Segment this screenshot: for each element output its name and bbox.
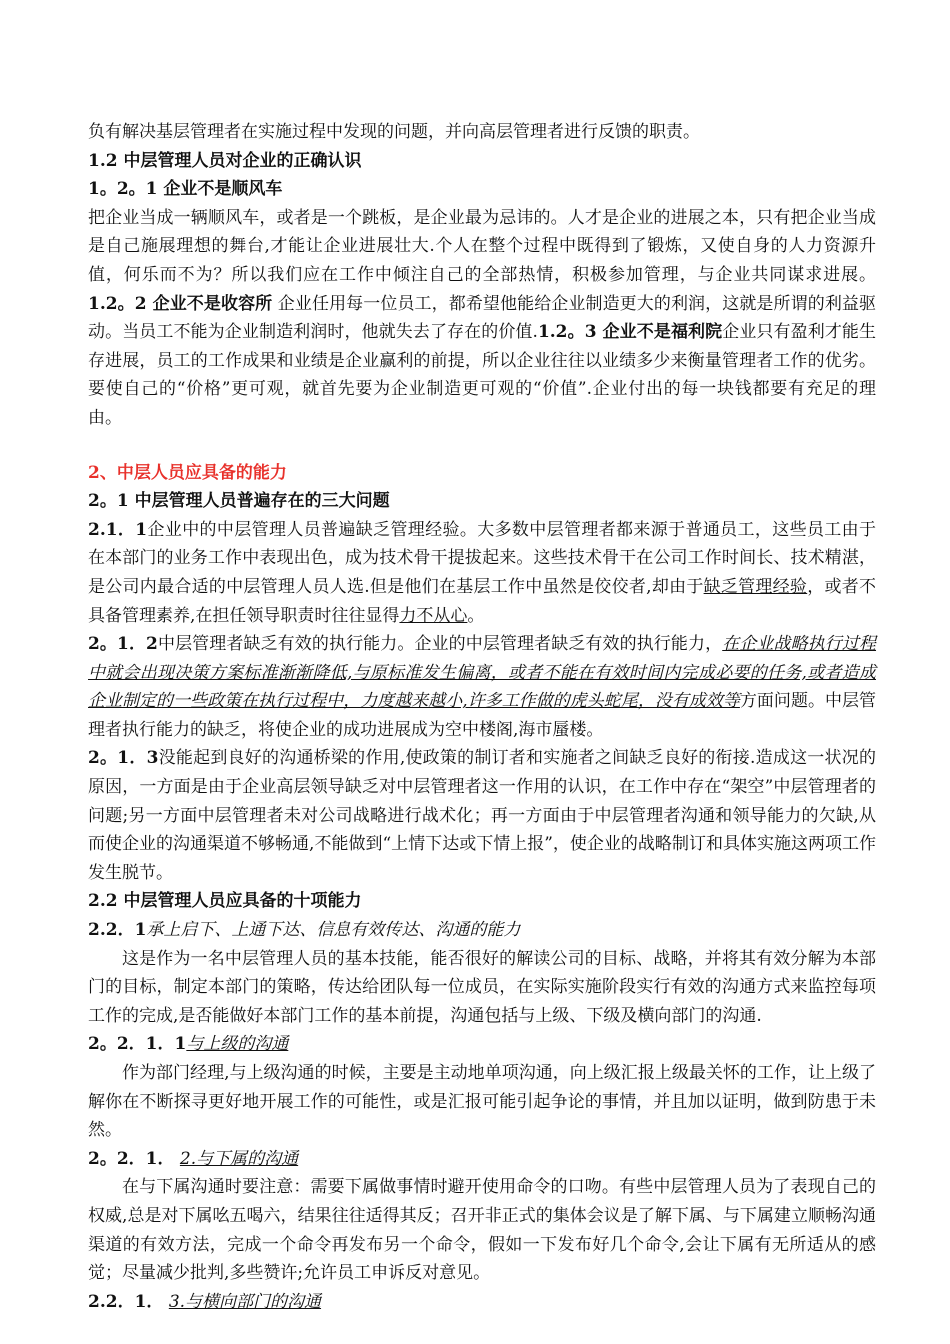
text-run: 方面问题。中层管理者执行能力的缺乏，将使企业的成功进展成为空中楼阁,海市蜃楼。 bbox=[88, 691, 876, 740]
paragraph-2-1-1 bbox=[88, 516, 876, 630]
italic-heading-text: 承上启下、上通下达、信息有效传达、沟通的能力 bbox=[146, 920, 521, 941]
text-run: 企业中的中层管理人员普遍缺乏管理经验。大多数中层管理者都来源于普通员工，这些员工由于在本部门的业务工作中表现出色，成为技术骨干提拔起来。这些技术骨干在公司工作时间长、技术精湛，是公司内最合适的中层管理人员人选.但是他们在基层工作中虽然是佼佼者,却由于 bbox=[88, 519, 877, 597]
underlined-text: 缺乏管理经验 bbox=[703, 576, 808, 597]
heading-2-2-1-3 bbox=[88, 1288, 876, 1317]
heading-2: 2、中层人员应具备的能力 bbox=[88, 462, 287, 483]
italic-underlined-heading: 2.与下属的沟通 bbox=[179, 1148, 299, 1169]
item-number: 2.2．1． bbox=[88, 1291, 164, 1312]
inline-heading-1-2-3: 1.2。3 企业不是福利院 bbox=[537, 322, 723, 343]
italic-underlined-heading: 3.与横向部门的沟通 bbox=[168, 1291, 322, 1312]
document-page bbox=[88, 118, 876, 1316]
heading-2-2-1 bbox=[88, 916, 876, 945]
text-run: 把企业当成一辆顺风车，或者是一个跳板，是企业最为忌讳的。人才是企业的进展之本，只有把企业当成是自己施展理想的舞台,才能让企业进展壮大.个人在整个过程中既得到了锻炼，又使自身的人力资源升值，何乐而不为？所以我们应在工作中倾注自己的全部热情，积极参加管理，与企业共同谋求进展。 bbox=[88, 207, 876, 285]
italic-underlined-heading: 与上级的沟通 bbox=[186, 1034, 289, 1055]
item-number: 2。2．1． bbox=[88, 1148, 175, 1169]
text-run: 。 bbox=[467, 605, 485, 626]
heading-2-2-1-1 bbox=[88, 1030, 876, 1059]
heading-2-1: 2。1 中层管理人员普遍存在的三大问题 bbox=[88, 491, 390, 512]
italic-underlined-text: 在企业战略执行过程中就会出现决策方案标准渐渐降低,与原标准发生偏离，或者不能在有效时间内完成必要的任务,或者造成企业制定的一些政策在执行过程中，力度越来越小,许多工作做的虎头蛇尾，没有成效等 bbox=[88, 634, 877, 712]
inline-heading-1-2-2: 1.2。2 企业不是收容所 bbox=[88, 293, 273, 314]
item-number: 2.2．1 bbox=[88, 920, 147, 941]
text-run: 企业任用每一位员工，都希望他能给企业制造更大的利润，这就是所谓的利益驱动。当员工不能为企业制造利润时，他就失去了存在的价值. bbox=[88, 293, 877, 343]
paragraph-1-2 bbox=[88, 204, 876, 433]
heading-2-2-1-2 bbox=[88, 1145, 876, 1174]
paragraph-intro: 负有解决基层管理者在实施过程中发现的问题，并向高层管理者进行反馈的职责。 bbox=[88, 122, 700, 142]
item-number: 2。2．1．1 bbox=[88, 1034, 187, 1055]
text-run: 企业只有盈利才能生存进展，员工的工作成果和业绩是企业赢利的前提，所以企业往往以业绩多少来衡量管理者工作的优劣。要使自己的“价格”更可观，就首先要为企业制造更可观的“价值”.企业付出的每一块钱都要有充足的理由。 bbox=[88, 322, 877, 428]
paragraph-2-1-2 bbox=[88, 630, 876, 744]
paragraph-2-2-1-1: 作为部门经理,与上级沟通的时候，主要是主动地单项沟通，向上级汇报上级最关怀的工作，让上级了解你在不断探寻更好地开展工作的可能性，或是汇报可能引起争论的事情，并且加以证明，做到防患于未然。 bbox=[88, 1063, 876, 1141]
text-run: 中层管理者缺乏有效的执行能力。企业的中层管理者缺乏有效的执行能力， bbox=[157, 634, 723, 655]
underlined-text: 力不从心 bbox=[399, 605, 468, 626]
heading-2-2: 2.2 中层管理人员应具备的十项能力 bbox=[88, 891, 362, 912]
paragraph-2-2-1: 这是作为一名中层管理人员的基本技能，能否很好的解读公司的目标、战略，并将其有效分解为本部门的目标，制定本部门的策略，传达给团队每一位成员，在实际实施阶段实行有效的沟通方式来监控每项工作的完成,是否能做好本部门工作的基本前提，沟通包括与上级、下级及横向部门的沟通. bbox=[88, 948, 876, 1026]
section-gap bbox=[88, 433, 876, 459]
item-number: 2。1．2 bbox=[88, 634, 158, 655]
heading-1-2-1: 1。2。1 企业不是顺风车 bbox=[88, 179, 283, 200]
paragraph-2-2-1-2: 在与下属沟通时要注意：需要下属做事情时避开使用命令的口吻。有些中层管理人员为了表现自己的权威,总是对下属吆五喝六，结果往往适得其反；召开非正式的集体会议是了解下属、与下属建立顺畅沟通渠道的有效方法，完成一个命令再发布另一个命令，假如一下发布好几个命令,会让下属有无所适从的感觉；尽量减少批判,多些赞许;允许员工申诉反对意见。 bbox=[88, 1177, 876, 1284]
heading-1-2: 1.2 中层管理人员对企业的正确认识 bbox=[88, 150, 362, 171]
item-number: 2。1．3 bbox=[88, 748, 159, 769]
text-run: ，或者不具备管理素养,在担任领导职责时往往显得 bbox=[88, 576, 876, 626]
paragraph-2-1-3 bbox=[88, 744, 876, 887]
item-number: 2.1．1 bbox=[88, 519, 148, 540]
text-run: 没能起到良好的沟通桥梁的作用,使政策的制订者和实施者之间缺乏良好的衔接.造成这一状况的原因，一方面是由于企业高层领导缺乏对中层管理者这一作用的认识，在工作中存在“架空”中层管理者的问题;另一方面中层管理者未对公司战略进行战术化；再一方面由于中层管理者沟通和领导能力的欠缺,从而使企业的沟通渠道不够畅通,不能做到“上情下达或下情上报”，使企业的战略制订和具体实施这两项工作发生脱节。 bbox=[88, 748, 876, 883]
